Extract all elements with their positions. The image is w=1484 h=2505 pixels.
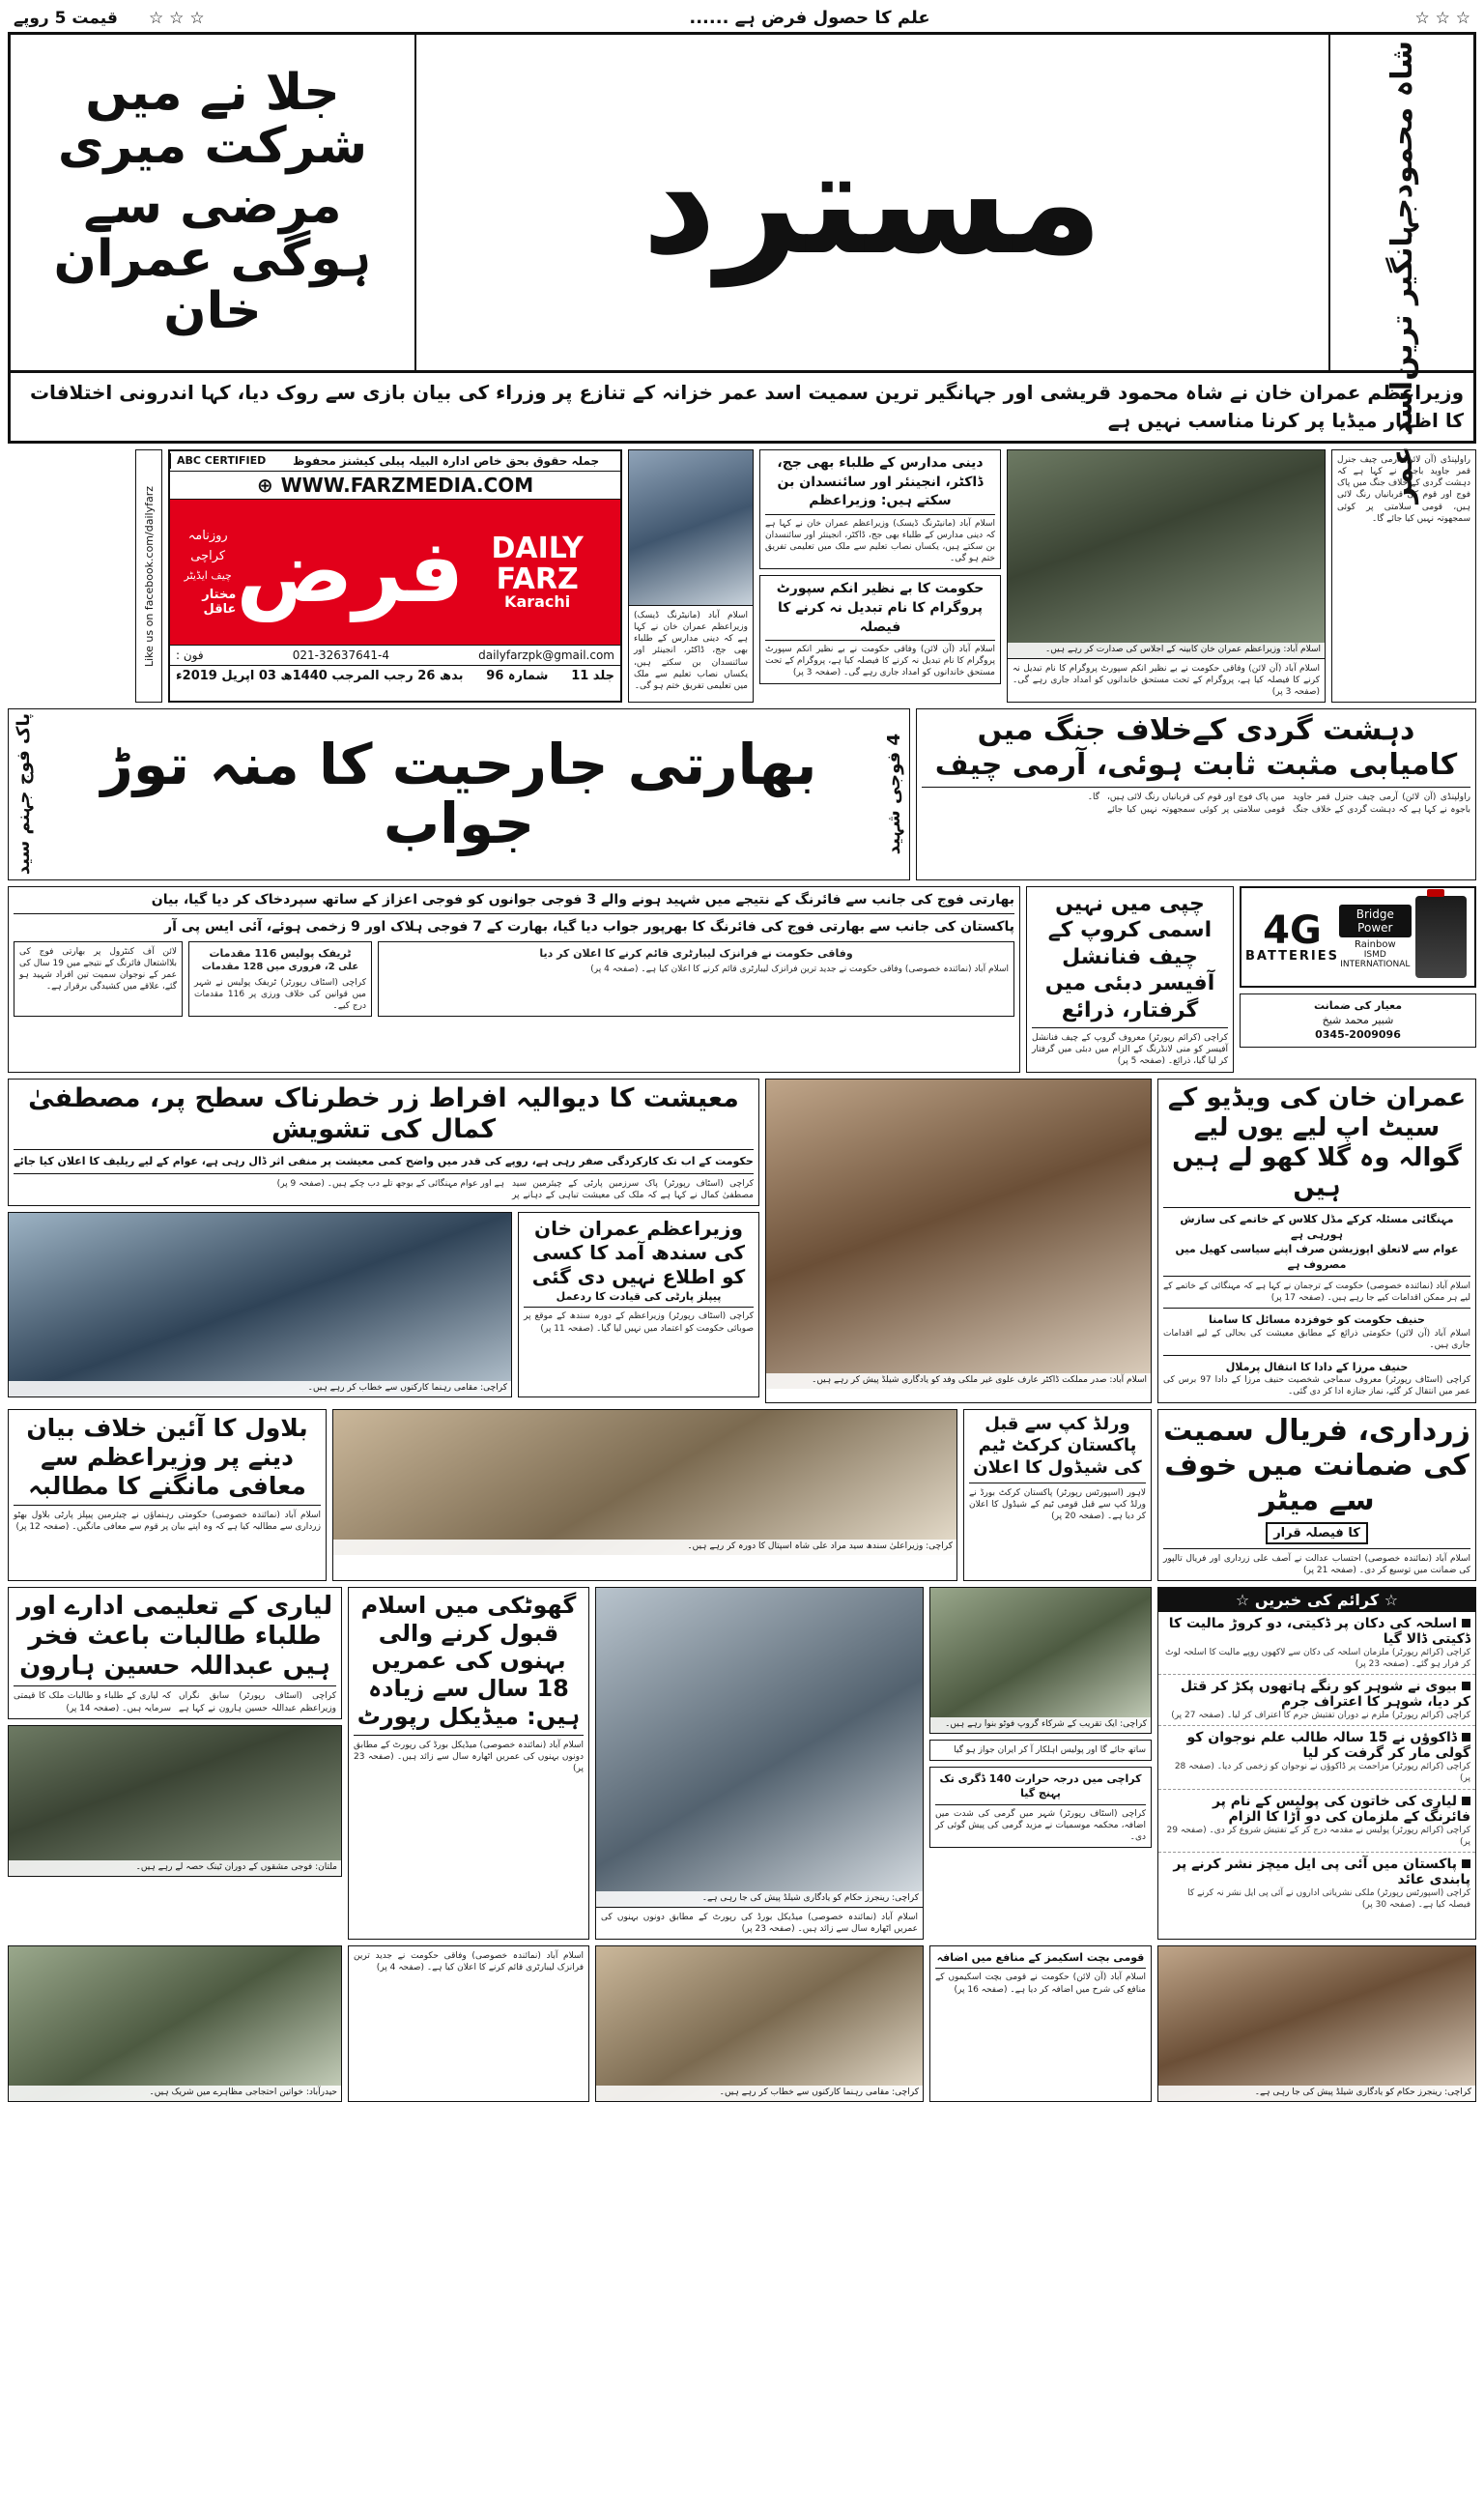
stars-right: ☆ ☆ ☆ <box>1414 8 1470 28</box>
medical-body: اسلام آباد (نمائندہ خصوصی) میڈیکل بورڈ کی رپورٹ کے مطابق دونوں بہنوں کی عمریں اٹھارہ سال سے زائد ہیں۔ (صفحہ 23 پر) <box>354 1735 584 1774</box>
band-four <box>8 1079 1476 1403</box>
story-cricket <box>963 1409 1152 1581</box>
crime-item-title: اسلحہ کی دکان پر ڈکیتی، دو کروڑ مالیت کا ڈکیتی ڈالا گیا <box>1168 1615 1470 1647</box>
photo-hospital <box>333 1410 956 1555</box>
masthead-line-1: جلا نے میں شرکت میری <box>57 64 368 175</box>
name-3: اسد عمر <box>1384 381 1419 504</box>
crime-item-title: لیاری کی خاتون کی پولیس کے نام پر فائرنگ کے ملزمان کی دو آڑا کا الزام <box>1212 1793 1470 1825</box>
photo-imran-text: اسلام آباد (مانیٹرنگ ڈیسک) وزیراعظم عمران خان نے کہا ہے کہ دینی مدارس کے طلباء بھی جج، ڈاکٹر، انجینئر اور سائنسدان بن سکتے ہیں، یکساں نصاب تعلیم سے ملک میں تعلیمی تفریق ختم ہو گی۔ <box>629 605 753 696</box>
bilawal-head: بلاول کا آئین خلاف بیان دینے پر وزیراعظم سے معافی مانگنے کا مطالبہ <box>26 1413 308 1500</box>
bullet-icon <box>1462 1682 1470 1690</box>
army-chief-head: دہشت گردی کےخلاف جنگ میں کامیابی مثبت ثابت ہوئی، آرمی چیف <box>934 713 1458 783</box>
crime-item-title: ڈاکوؤں نے 15 سالہ طالب علم نوجوان کو گولی مار کر گرفت کر لیا <box>1186 1730 1470 1762</box>
bullet-icon <box>1462 1859 1470 1868</box>
bullet-icon <box>1462 1619 1470 1627</box>
name-1: شاہ محمود <box>1384 41 1419 199</box>
traffic-head: ٹریفک پولیس 116 مقدمات <box>209 946 352 960</box>
publication-date: بدھ 26 رجب المرجب 1440ھ 03 اپریل 2019ء <box>176 669 464 683</box>
lyari-column <box>8 1587 342 1940</box>
photo-women <box>9 1946 341 2101</box>
zardari-stamp-wrap <box>1163 1522 1470 1544</box>
photo-imran <box>629 450 753 605</box>
lyari-body: کراچی (اسٹاف رپورٹر) سابق نگراں وزیراعظم عبداللہ حسین ہارون نے کہا ہے کہ لیاری کے طلباء و طالبات ملک کا قیمتی سرمایہ ہیں۔ (صفحہ 14 پر) <box>14 1685 336 1713</box>
photo-gathering <box>930 1588 1151 1733</box>
photo-women-caption: حیدرآباد: خواتین احتجاجی مظاہرے میں شریک ہیں۔ <box>9 2086 341 2101</box>
g4-text: 4G <box>1263 907 1322 953</box>
brand-en-city: Karachi <box>504 592 571 612</box>
crime-news-box <box>1157 1587 1476 1940</box>
crime-item-desc: کراچی (کرائم رپورٹر) ملزمان اسلحہ کی دکان سے لاکھوں روپے مالیت کا اسلحہ لوٹ کر فرار ہو گئے۔ (صفحہ 23 پر) <box>1164 1647 1470 1669</box>
photo-cabinet-block <box>1007 449 1326 703</box>
slogan: علم کا حصول فرض ہے ...... <box>689 8 930 28</box>
heat-body: کراچی (اسٹاف رپورٹر) شہر میں گرمی کی شدت میں اضافہ، محکمہ موسمیات نے مزید گرمی کی پیش گوئی کر دی۔ <box>935 1804 1146 1843</box>
forensic-body: اسلام آباد (نمائندہ خصوصی) وفاقی حکومت نے جدید ترین فرانزک لیبارٹری قائم کرنے کا اعلان کیا ہے۔ (صفحہ 4 پر) <box>590 965 1009 975</box>
forensic-head: وفاقی حکومت نے فرانزک لیبارٹری قائم کرنے کا اعلان کر دیا <box>539 946 853 960</box>
editor-label: چیف ایڈیٹر <box>184 568 232 582</box>
website-url[interactable]: WWW.FARZMEDIA.COM <box>280 474 534 497</box>
bharti-side-left: 4 فوجی شہید <box>884 734 904 855</box>
imran-arts-line2: عوام سے لاتعلق اپوزیشن صرف اپنے سیاسی کھیل میں مصروف ہے <box>1175 1243 1459 1271</box>
battery-phone: 0345-2009096 <box>1315 1028 1401 1042</box>
economy-column <box>8 1079 759 1403</box>
imran-arts-head: عمران خان کی ویڈیو کے سیٹ اپ لیے یوں لیے گوالہ وہ گلا کھو لے ہیں ہیں <box>1167 1082 1467 1203</box>
battery-ad-brand <box>1339 905 1412 969</box>
story-pm-visit <box>518 1212 759 1397</box>
brand-side-bottom: کراچی <box>190 548 226 563</box>
photo-tanks <box>9 1726 341 1876</box>
crime-item-title: بیوی نے شوہر کو رنگے ہاتھوں پکڑ کر قتل کر دیا، شوہر کا اعتراف جرم <box>1180 1679 1470 1711</box>
editor-name: مختار عاقل <box>202 587 237 617</box>
globe-icon: ⊕ <box>256 474 273 497</box>
website-row[interactable] <box>170 472 620 500</box>
photo-cabinet-caption: اسلام آباد: وزیراعظم عمران خان کابینہ کے اجلاس کی صدارت کر رہے ہیں۔ <box>1008 643 1325 658</box>
story-medical <box>348 1587 589 1940</box>
photo-tanks-caption: ملتان: فوجی مشقوں کے دوران ٹینک حصہ لے رہے ہیں۔ <box>9 1860 341 1876</box>
photo-gathering-caption: کراچی: ایک تقریب کے شرکاء گروپ فوٹو بنوا رہے ہیں۔ <box>930 1717 1151 1733</box>
story-madaris-body: اسلام آباد (مانیٹرنگ ڈیسک) وزیراعظم عمران خان نے کہا ہے کہ دینی مدارس کے طلباء بھی جج، ڈاکٹر، انجینئر اور سائنسدان بن سکتے ہیں، یکساں نصاب تعلیم سے ملک میں تعلیمی تفریق ختم ہو گی۔ <box>765 514 995 565</box>
battery-dealer: شبیر محمد شیخ <box>1322 1014 1394 1027</box>
band-two <box>8 708 1476 879</box>
medical-column <box>929 1587 1152 1940</box>
bharti-col-right <box>14 941 183 1017</box>
pm-visit-sub: پیپلز پارٹی کی قیادت کا ردعمل <box>556 1290 722 1304</box>
photo-imran-block <box>628 449 754 703</box>
hanif-head: حنیف حکومت کو خوفزدہ مسائل کا سامنا <box>1209 1313 1425 1327</box>
bharti-sub-row <box>14 941 1014 1017</box>
masthead-main-word: مسترد <box>642 118 1103 287</box>
bharti-side-right: پاک فوج جہنم سید <box>14 713 34 876</box>
story-madaris <box>759 449 1001 569</box>
chippa-head: چپی میں نہیں اسمی کروپ کے چیف فنانشل آفیسر دبئی میں گرفتار، ذرائع <box>1044 891 1215 1022</box>
brand-side <box>180 529 236 617</box>
abc-certified-badge: ABC CERTIFIED <box>170 453 271 470</box>
list-item[interactable] <box>1158 1790 1475 1853</box>
lyari-head: لیاری کے تعلیمی ادارے اور طلباء طالبات باعث فخر ہیں عبداللہ حسین ہارون <box>16 1591 333 1682</box>
mid-stories <box>759 449 1001 703</box>
story-bilawal <box>8 1409 327 1581</box>
zardari-head: زرداری، فریال سمیت کی ضمانت میں خوف سے میٹر <box>1163 1413 1470 1517</box>
photo-sitin <box>9 1213 511 1396</box>
facebook-strip[interactable] <box>135 449 162 703</box>
story-benazir <box>759 575 1001 683</box>
bilawal-body: اسلام آباد (نمائندہ خصوصی) حکومتی رہنماؤں نے چیئرمین پیپلز پارٹی بلاول بھٹو زرداری سے مطالبہ کیا ہے کہ وہ اپنے بیان پر قوم سے معافی مانگیں۔ (صفحہ 12 پر) <box>14 1505 321 1533</box>
bharti-body-1: بھارتی فوج کی جانب سے فائرنگ کے نتیجے میں شہید ہونے والے 3 فوجی جوانوں کو فوجی اعزاز کے ساتھ سپردخاک کر دیا گیا، بیان <box>151 891 1014 907</box>
masthead-sub-headline <box>11 35 416 370</box>
economy-sub: حکومت کے اب تک کارکردگی صفر رہی ہے، روپے کی قدر میں واضح کمی معیشت پر منفی اثر ڈال رہی ہے، عوام کے لیے ریلیف کا اعلان کیا جائے <box>14 1149 754 1168</box>
logo-panel <box>168 449 622 703</box>
price-label: قیمت 5 روپے <box>14 9 118 28</box>
contact-row <box>170 645 620 666</box>
band-three <box>8 886 1476 1073</box>
photo-sitin-block <box>8 1212 512 1397</box>
heat-head: کراچی میں درجہ حرارت 140 ڈگری تک پہنچ گیا <box>939 1771 1142 1800</box>
forensic-block <box>378 941 1014 1017</box>
chippa-body: کراچی (کرائم رپورٹر) معروف گروپ کے چیف فنانشل آفیسر کو منی لانڈرنگ کے الزام میں دبئی میں گرفتار کر لیا گیا، ذرائع۔ (صفحہ 5 پر) <box>1032 1027 1228 1067</box>
ismd-badge: ISMD INTERNATIONAL <box>1340 949 1411 969</box>
traffic-sub: علی 2، فروری میں 128 مقدمات <box>201 962 359 973</box>
battery-icon <box>1415 896 1467 978</box>
photo-gathering-block <box>929 1587 1152 1734</box>
story-benazir-head: حکومت کا بے نظیر انکم سپورٹ پروگرام کا نام تبدیل نہ کرنے کا فیصلہ <box>776 581 985 635</box>
name-2: جہانگیر ترین <box>1384 198 1419 382</box>
battery-ad-contact <box>1240 993 1476 1048</box>
misc-body: اسلام آباد (آن لائن) حکومت نے قومی بچت اسکیموں کے منافع کی شرح میں اضافہ کر دیا ہے۔ (صفحہ 16 پر) <box>935 1968 1146 1995</box>
photo-women-block <box>8 1945 342 2102</box>
brand-side-top: روزنامہ <box>187 528 228 543</box>
bharti-headline: بھارتی جارحیت کا منہ توڑ جواب <box>100 732 817 857</box>
misc-text-block <box>348 1945 589 2102</box>
medical-head: گھوٹکی میں اسلام قبول کرنے والی بہنوں کی عمریں 18 سال سے زیادہ ہیں: میڈیکل رپورٹ <box>357 1591 581 1730</box>
economy-head: معیشت کا دیوالیہ افراط زر خطرناک سطح پر، مصطفیٰ کمال کی تشویش <box>28 1082 739 1144</box>
crime-item-desc: کراچی (اسپورٹس رپورٹر) ملکی نشریاتی اداروں نے آئی پی ایل نشر نہ کرنے کا فیصلہ کیا ہے۔ (صفحہ 30 پر) <box>1187 1887 1470 1910</box>
hanif-body: اسلام آباد (آن لائن) حکومتی ذرائع کے مطابق معیشت کی بحالی کے لیے اقدامات جاری ہیں۔ <box>1163 1328 1470 1350</box>
photo-hospital-caption: کراچی: وزیراعلیٰ سندھ سید مراد علی شاہ اسپتال کا دورہ کر رہے ہیں۔ <box>333 1540 956 1555</box>
facebook-text[interactable]: Like us on facebook.com/dailyfarz <box>142 485 156 667</box>
army-chief-body: راولپنڈی (آن لائن) آرمی چیف جنرل قمر جاوید باجوہ نے کہا ہے کہ دہشت گردی کے خلاف جنگ میں پاک فوج اور قوم کی قربانیاں رنگ لائی ہیں، قومی سلامتی پر کوئی سمجھوتہ نہیں کیا جائے گا۔ <box>922 787 1470 815</box>
rainbow-label: Rainbow <box>1355 938 1396 950</box>
photo-hospital2-caption: کراچی: رینجرز حکام کو یادگاری شیلڈ پیش کی جا رہی ہے۔ <box>596 1891 923 1907</box>
story-chippa <box>1026 886 1234 1073</box>
photo-hospital-block <box>332 1409 957 1581</box>
photo-shield-caption: کراچی: رینجرز حکام کو یادگاری شیلڈ پیش کی جا رہی ہے۔ <box>1158 2086 1475 2101</box>
bharti-body-2: پاکستان کی جانب سے بھارتی فوج کی فائرنگ کا بھرپور جواب دیا گیا، بھارت کے 7 فوجی ہلاک اور 9 زخمی ہوئے، آئی ایس پی آر <box>14 913 1014 937</box>
crime-item-desc: کراچی (کرائم رپورٹر) پولیس نے مقدمہ درج کر کے تفتیش شروع کر دی۔ (صفحہ 29 پر) <box>1166 1825 1470 1847</box>
brand-en-name: DAILY FARZ <box>491 532 584 596</box>
phone-number: 021-32637641-4 <box>292 648 389 662</box>
issue-row <box>170 666 620 686</box>
band-seven <box>8 1945 1476 2102</box>
imran-arts-sub: مہنگائی مسئلہ کرکے مڈل کلاس کے خاتمے کی سازش ہورہی ہے <box>1163 1207 1470 1242</box>
lead-paragraph: وزیراعظم عمران خان نے شاہ محمود قریشی اور جہانگیر ترین سمیت اسد عمر خزانہ کے تنازع پر وزراء کی بیان بازی سے روک دیا، کہا اندرونی اختلافات کا اظہار میڈیا پر کرنا مناسب نہیں ہے <box>8 370 1476 444</box>
economy-body: کراچی (اسٹاف رپورٹر) پاک سرزمین پارٹی کے چیئرمین سید مصطفیٰ کمال نے کہا ہے کہ ملک کی معیشت تباہی کے دہانے پر ہے اور عوام مہنگائی کے بوجھ تلے دب چکے ہیں۔ (صفحہ 9 پر) <box>14 1173 754 1201</box>
medical-body-under-photo: اسلام آباد (نمائندہ خصوصی) میڈیکل بورڈ کی رپورٹ کے مطابق دونوں بہنوں کی عمریں اٹھارہ سال سے زائد ہیں۔ (صفحہ 23 پر) <box>596 1907 923 1939</box>
story-zardari <box>1157 1409 1476 1581</box>
g4-logo <box>1245 907 1339 964</box>
imran-arts-body: اسلام آباد (نمائندہ خصوصی) حکومت کے ترجمان نے کہا ہے کہ مہنگائی کے خاتمے کے لیے ہر ممکن اقدامات کیے جا رہے ہیں۔ (صفحہ 17 پر) <box>1163 1276 1470 1304</box>
list-item[interactable] <box>1158 1726 1475 1789</box>
photo-shield <box>1158 1946 1475 2101</box>
photo-sitin2 <box>596 1946 923 2101</box>
story-imran-arts <box>1157 1079 1476 1403</box>
photo-president-caption: اسلام آباد: صدر مملکت ڈاکٹر عارف علوی غیر ملکی وفد کو یادگاری شیلڈ پیش کر رہے ہیں۔ <box>766 1373 1151 1389</box>
sidebar-text-body: راولپنڈی (آن لائن) آرمی چیف جنرل قمر جاوید باجوہ نے کہا ہے کہ دہشت گردی کے خلاف جنگ میں پاک فوج اور قوم کی قربانیاں رنگ لائی ہیں، قومی سلامتی پر کوئی سمجھوتہ نہیں کیا جائے گا۔ <box>1337 455 1470 524</box>
bullet-icon <box>1462 1797 1470 1805</box>
issue-number: شمارہ 96 <box>486 669 549 683</box>
mirza-head: حنیف مرزا کے دادا کا انتقال پرملال <box>1225 1360 1409 1373</box>
brand-english <box>464 533 611 611</box>
crime-news-title: ☆ کرائم کی خبریں ☆ <box>1158 1588 1475 1612</box>
photo-sitin2-caption: کراچی: مقامی رہنما کارکنوں سے خطاب کر رہے ہیں۔ <box>596 2086 923 2101</box>
hanif-block <box>1163 1308 1470 1351</box>
brand-red-box <box>170 500 620 645</box>
story-economy <box>8 1079 759 1206</box>
cricket-head: ورلڈ کپ سے قبل پاکستان کرکٹ ٹیم کی شیڈول کا اعلان <box>973 1413 1142 1478</box>
story-benazir-body: اسلام آباد (آن لائن) وفاقی حکومت نے بے نظیر انکم سپورٹ پروگرام کا نام تبدیل نہ کرنے کا فیصلہ کیا ہے، پروگرام کے تحت مستحق خاندانوں کو امداد جاری رہے گی۔ (صفحہ 3 پر) <box>765 640 995 678</box>
band-five <box>8 1409 1476 1581</box>
traffic-body: کراچی (اسٹاف رپورٹر) ٹریفک پولیس نے شہر میں قوانین کی خلاف ورزی پر 116 مقدمات درج کیے۔ <box>194 977 366 1012</box>
zardari-stamp: کا فیصلہ قرار <box>1266 1522 1368 1544</box>
mirza-block <box>1163 1355 1470 1398</box>
copyright-text: جملہ حقوق بحق خاص ادارہ البیلہ پبلی کیشنز محفوظ <box>293 454 600 468</box>
misc-head: قومی بچت اسکیمز کے منافع میں اضافہ <box>936 1951 1145 1965</box>
ads-column <box>1240 886 1476 1073</box>
abc-row <box>170 451 620 472</box>
medical-side-text: ساتھ جائے گا اور پولیس اہلکار آ کر ایران جواز ہو گیا <box>954 1744 1146 1755</box>
list-item[interactable] <box>1158 1853 1475 1915</box>
zardari-body: اسلام آباد (نمائندہ خصوصی) احتساب عدالت نے آصف علی زرداری اور فریال تالپور کی ضمانت میں توسیع کر دی۔ (صفحہ 21 پر) <box>1163 1548 1470 1576</box>
misc-text: اسلام آباد (نمائندہ خصوصی) وفاقی حکومت نے جدید ترین فرانزک لیبارٹری قائم کرنے کا اعلان کیا ہے۔ (صفحہ 4 پر) <box>354 1951 584 1973</box>
bharti-col-right-body: لائن آف کنٹرول پر بھارتی فوج کی بلااشتعال فائرنگ کے نتیجے میں 19 سال کی عمر کے نوجوان سمیت تین افراد شہید ہو گئے، علاقے میں کشیدگی برقرار ہے۔ <box>19 946 177 993</box>
bharti-body-block <box>8 886 1020 1073</box>
photo-sitin-caption: کراچی: مقامی رہنما کارکنوں سے خطاب کر رہے ہیں۔ <box>9 1381 511 1396</box>
photo-tanks-block <box>8 1725 342 1877</box>
pm-visit-head: وزیراعظم عمران خان کی سندھ آمد کا کسی کو اطلاع نہیں دی گئی <box>531 1217 746 1289</box>
pm-visit-body: کراچی (اسٹاف رپورٹر) وزیراعظم کے دورہ سندھ کے موقع پر صوبائی حکومت کو اعتماد میں نہیں لیا گیا۔ (صفحہ 11 پر) <box>524 1307 754 1334</box>
photo-president-block <box>765 1079 1152 1403</box>
list-item[interactable] <box>1158 1612 1475 1675</box>
story-lyari <box>8 1587 342 1719</box>
list-item[interactable] <box>1158 1675 1475 1726</box>
medical-side-block <box>929 1740 1152 1761</box>
crime-item-desc: کراچی (کرائم رپورٹر) مزاحمت پر ڈاکوؤں نے نوجوان کو زخمی کر دیا۔ (صفحہ 28 پر) <box>1174 1762 1470 1784</box>
photo-sitin2-block <box>595 1945 924 2102</box>
g4-sub: BATTERIES <box>1245 948 1339 964</box>
photo-cabinet-text: اسلام آباد (آن لائن) وفاقی حکومت نے بے نظیر انکم سپورٹ پروگرام کا نام تبدیل نہ کرنے کا فیصلہ کیا ہے، پروگرام کے تحت مستحق خاندانوں کو امداد جاری رہے گی۔ (صفحہ 3 پر) <box>1008 658 1325 702</box>
brand-urdu: فرض <box>236 521 465 623</box>
cricket-body: لاہور (اسپورٹس رپورٹر) پاکستان کرکٹ بورڈ نے ورلڈ کپ سے قبل قومی ٹیم کے شیڈول کا اعلان کر دیا ہے۔ (صفحہ 20 پر) <box>969 1483 1146 1522</box>
traffic-block <box>188 941 372 1017</box>
photo-hospital2-block <box>595 1587 924 1940</box>
crime-item-desc: کراچی (کرائم رپورٹر) ملزم نے دوران تفتیش جرم کا اعتراف کر لیا۔ (صفحہ 27 پر) <box>1171 1711 1470 1721</box>
bullet-icon <box>1462 1733 1470 1742</box>
band-one <box>8 449 1476 703</box>
pm-visit-row <box>8 1212 759 1397</box>
email-address[interactable]: dailyfarzpk@gmail.com <box>478 648 614 662</box>
top-strip <box>8 6 1476 32</box>
band-six <box>8 1587 1476 1940</box>
volume-number: جلد 11 <box>571 669 614 683</box>
bridge-power-badge: Bridge Power <box>1339 905 1412 937</box>
photo-shield-block <box>1157 1945 1476 2102</box>
story-madaris-head: دینی مدارس کے طلباء بھی جج، ڈاکٹر، انجینئر اور سائنسدان بن سکتے ہیں: وزیراعظم <box>777 455 984 509</box>
battery-quality: معیار کی ضمانت <box>1313 998 1403 1012</box>
masthead-line-2: مرضی سے ہوگی عمران خان <box>53 177 372 341</box>
heat-block <box>929 1767 1152 1848</box>
story-army-chief <box>916 708 1476 879</box>
stars-left: ☆ ☆ ☆ <box>149 8 205 28</box>
bharti-headline-row <box>14 713 904 875</box>
phone-label: فون : <box>176 648 204 662</box>
photo-hospital2 <box>596 1588 923 1907</box>
mirza-body: کراچی (اسٹاف رپورٹر) معروف سماجی شخصیت حنیف مرزا کے دادا 97 برس کی عمر میں انتقال کر گئے، نماز جنازہ ادا کر دی گئی۔ <box>1163 1375 1470 1397</box>
story-bharti <box>8 708 910 879</box>
story-misc <box>929 1945 1152 2102</box>
photo-president <box>766 1080 1151 1389</box>
battery-ad[interactable] <box>1240 886 1476 988</box>
crime-item-title: پاکستان میں آئی پی ایل میچز نشر کرنے پر پابندی عائد <box>1173 1856 1470 1887</box>
photo-cabinet <box>1008 450 1325 658</box>
